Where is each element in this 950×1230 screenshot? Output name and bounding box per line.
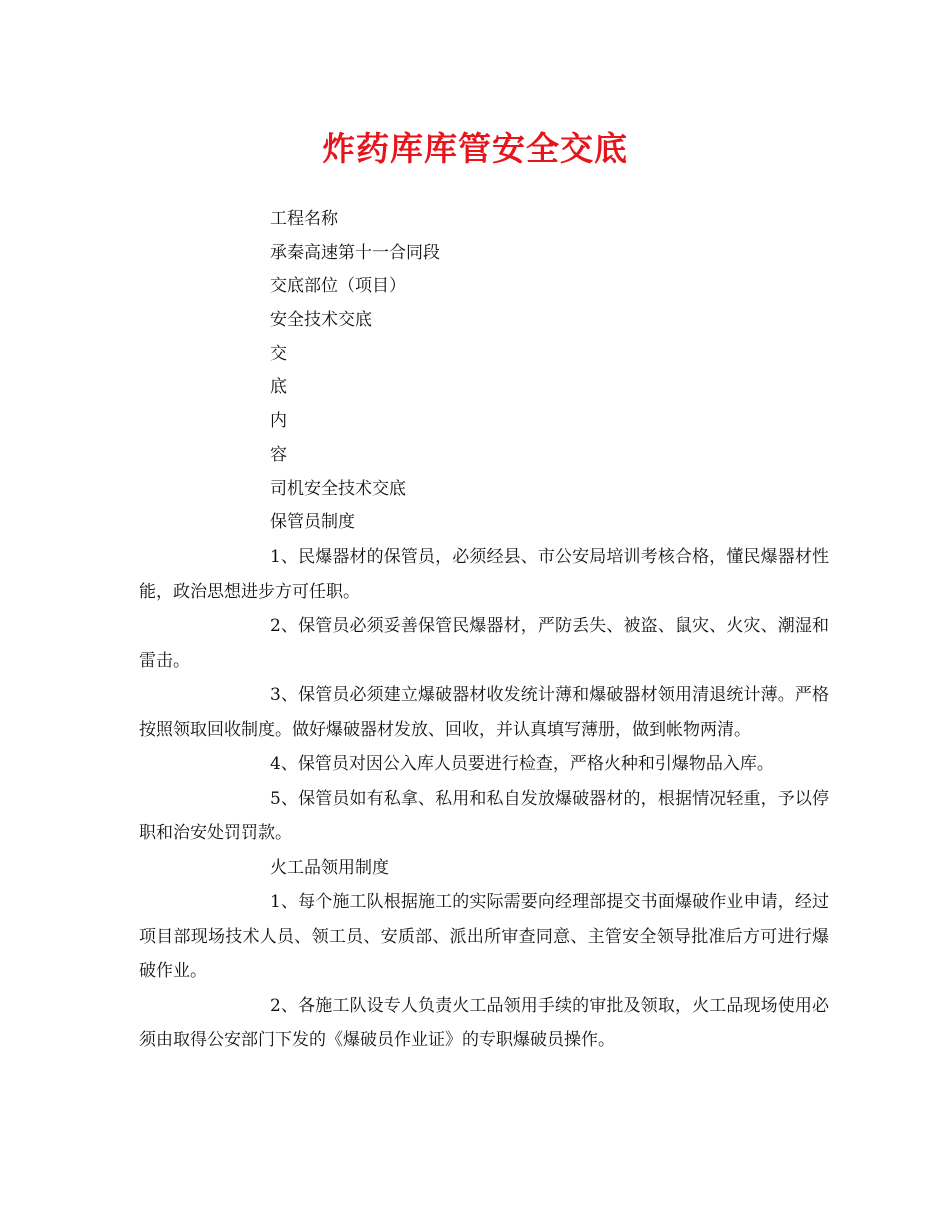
paragraph: 5、保管员如有私拿、私用和私自发放爆破器材的，根据情况轻重，予以停职和治安处罚罚款。	[139, 788, 829, 843]
paragraph: 2、保管员必须妥善保管民爆器材，严防丢失、被盗、鼠灾、火灾、潮湿和雷击。	[139, 616, 829, 671]
paragraph: 2、各施工队设专人负责火工品领用手续的审批及领取，火工品现场使用必须由取得公安部门下发的《爆破员作业证》的专职爆破员操作。	[139, 995, 829, 1050]
content-label-char-1: 交	[270, 343, 287, 364]
paragraph: 1、民爆器材的保管员，必须经县、市公安局培训考核合格，懂民爆器材性能，政治思想进步方可任职。	[139, 547, 829, 602]
paragraph: 3、保管员必须建立爆破器材收发统计薄和爆破器材领用清退统计薄。严格按照领取回收制度。做好爆破器材发放、回收，并认真填写薄册，做到帐物两清。	[139, 685, 829, 740]
disclosure-part-value: 安全技术交底	[270, 310, 372, 331]
document-title: 炸药库库管安全交底	[322, 129, 628, 168]
project-name-label: 工程名称	[270, 209, 338, 229]
content-label-char-3: 内	[270, 411, 287, 432]
content-subtitle: 司机安全技术交底	[270, 478, 406, 499]
disclosure-part-label: 交底部位（项目）	[270, 276, 406, 297]
section-heading-explosives: 火工品领用制度	[270, 857, 389, 878]
project-name-value: 承秦高速第十一合同段	[270, 242, 440, 263]
content-label-char-4: 容	[270, 444, 287, 465]
section-heading-keeper: 保管员制度	[270, 512, 355, 533]
body-text	[139, 540, 829, 1058]
paragraph: 1、每个施工队根据施工的实际需要向经理部提交书面爆破作业申请，经过项目部现场技术人员、领工员、安质部、派出所审查同意、主管安全领导批准后方可进行爆破作业。	[139, 892, 829, 981]
content-label-char-2: 底	[270, 377, 287, 398]
paragraph: 4、保管员对因公入库人员要进行检查，严格火种和引爆物品入库。	[270, 754, 774, 774]
header-lines	[270, 203, 830, 540]
